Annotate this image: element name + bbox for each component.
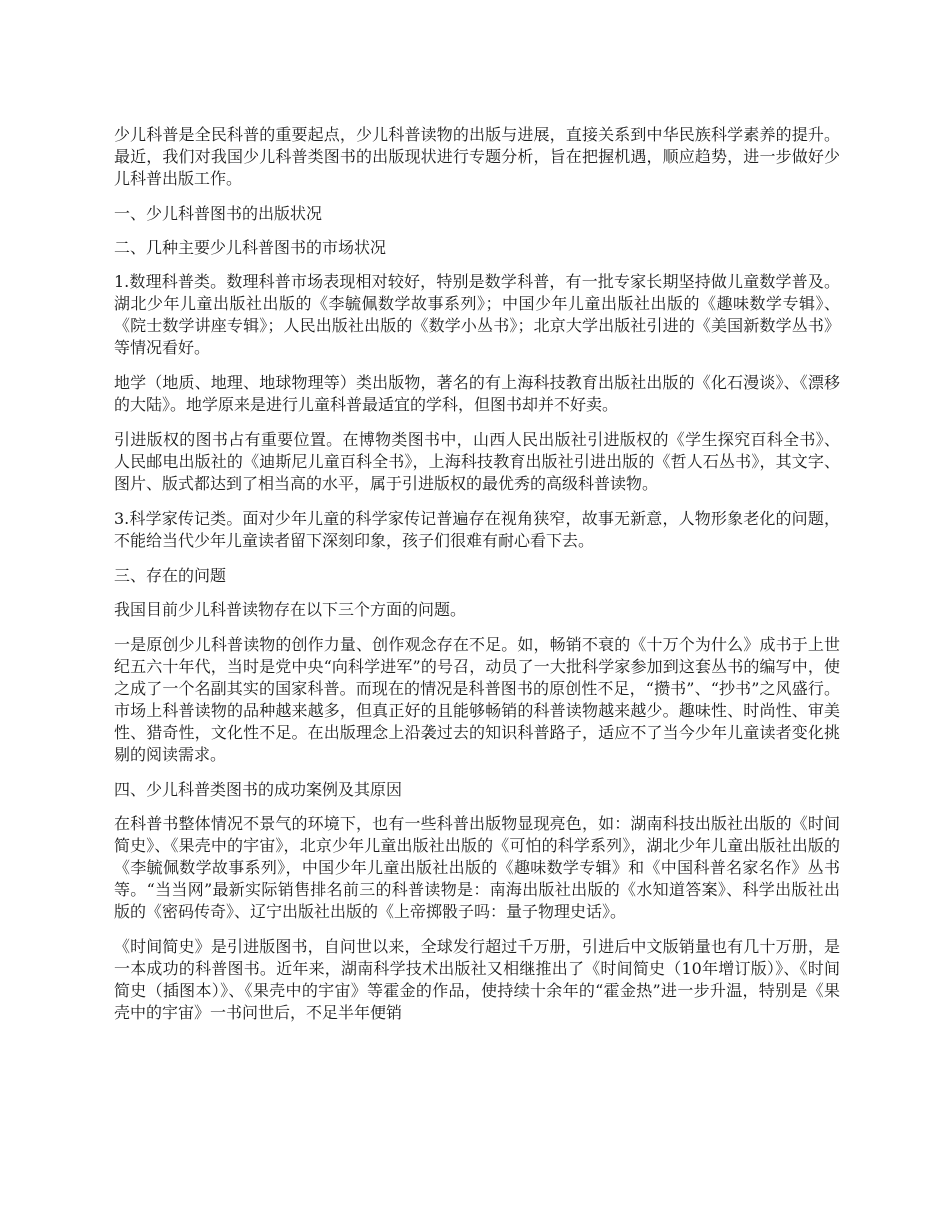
document-body bbox=[114, 124, 840, 1037]
paragraph-brief-history: 《时间简史》是引进版图书，自问世以来，全球发行超过千万册，引进后中文版销量也有几十万册，是一本成功的科普图书。近年来，湖南科学技术出版社又相继推出了《时间简史（10年增订版）》、《时间简史（插图本）》、《果壳中的宇宙》等霍金的作品，使持续十余年的“霍金热”进一步升温，特别是《果壳中的宇宙》一书问世后，不足半年便销 bbox=[114, 937, 840, 1022]
section-heading-2: 二、几种主要少儿科普图书的市场状况 bbox=[114, 238, 387, 257]
paragraph-math-science: 1.数理科普类。数理科普市场表现相对较好，特别是数学科普，有一批专家长期坚持做儿童数学普及。湖北少年儿童出版社出版的《李毓佩数学故事系列》；中国少年儿童出版社出版的《趣味数学专辑》、《院士数学讲座专辑》；人民出版社出版的《数学小丛书》；北京大学出版社引进的《美国新数学丛书》等情况看好。 bbox=[114, 272, 840, 357]
paragraph-imported-books: 引进版权的图书占有重要位置。在博物类图书中，山西人民出版社引进版权的《学生探究百科全书》、人民邮电出版社的《迪斯尼儿童百科全书》，上海科技教育出版社引进出版的《哲人石丛书》，其文字、图片、版式都达到了相当高的水平，属于引进版权的最优秀的高级科普读物。 bbox=[114, 430, 840, 493]
paragraph-success-cases: 在科普书整体情况不景气的环境下，也有一些科普出版物显现亮色，如：湖南科技出版社出版的《时间简史》、《果壳中的宇宙》，北京少年儿童出版社出版的《可怕的科学系列》，湖北少年儿童出版社出版的《李毓佩数学故事系列》，中国少年儿童出版社出版的《趣味数学专辑》和《中国科普名家名作》丛书等。“当当网”最新实际销售排名前三的科普读物是：南海出版社出版的《水知道答案》、科学出版社出版的《密码传奇》、辽宁出版社出版的《上帝掷骰子吗：量子物理史话》。 bbox=[114, 814, 840, 921]
section-heading-4: 四、少儿科普类图书的成功案例及其原因 bbox=[114, 780, 403, 799]
section-heading-3: 三、存在的问题 bbox=[114, 566, 227, 585]
paragraph-biographies: 3.科学家传记类。面对少年儿童的科学家传记普遍存在视角狭窄，故事无新意，人物形象老化的问题，不能给当代少年儿童读者留下深刻印象，孩子们很难有耐心看下去。 bbox=[114, 509, 840, 550]
paragraph-problem-one: 一是原创少儿科普读物的创作力量、创作观念存在不足。如，畅销不衰的《十万个为什么》成书于上世纪五六十年代，当时是党中央“向科学进军”的号召，动员了一大批科学家参加到这套丛书的编写中，使之成了一个名副其实的国家科普。而现在的情况是科普图书的原创性不足，“攒书”、“抄书”之风盛行。市场上科普读物的品种越来越多，但真正好的且能够畅销的科普读物越来越少。趣味性、时尚性、审美性、猎奇性，文化性不足。在出版理念上沿袭过去的知识科普路子，适应不了当今少年儿童读者变化挑剔的阅读需求。 bbox=[114, 635, 840, 764]
paragraph-geoscience: 地学（地质、地理、地球物理等）类出版物，著名的有上海科技教育出版社出版的《化石漫谈》、《漂移的大陆》。地学原来是进行儿童科普最适宜的学科，但图书却并不好卖。 bbox=[114, 373, 840, 414]
intro-paragraph: 少儿科普是全民科普的重要起点，少儿科普读物的出版与进展，直接关系到中华民族科学素养的提升。最近，我们对我国少儿科普类图书的出版现状进行专题分析，旨在把握机遇，顺应趋势，进一步做好少儿科普出版工作。 bbox=[114, 125, 840, 188]
paragraph-problems-intro: 我国目前少儿科普读物存在以下三个方面的问题。 bbox=[114, 600, 467, 619]
section-heading-1: 一、少儿科普图书的出版状况 bbox=[114, 204, 323, 223]
